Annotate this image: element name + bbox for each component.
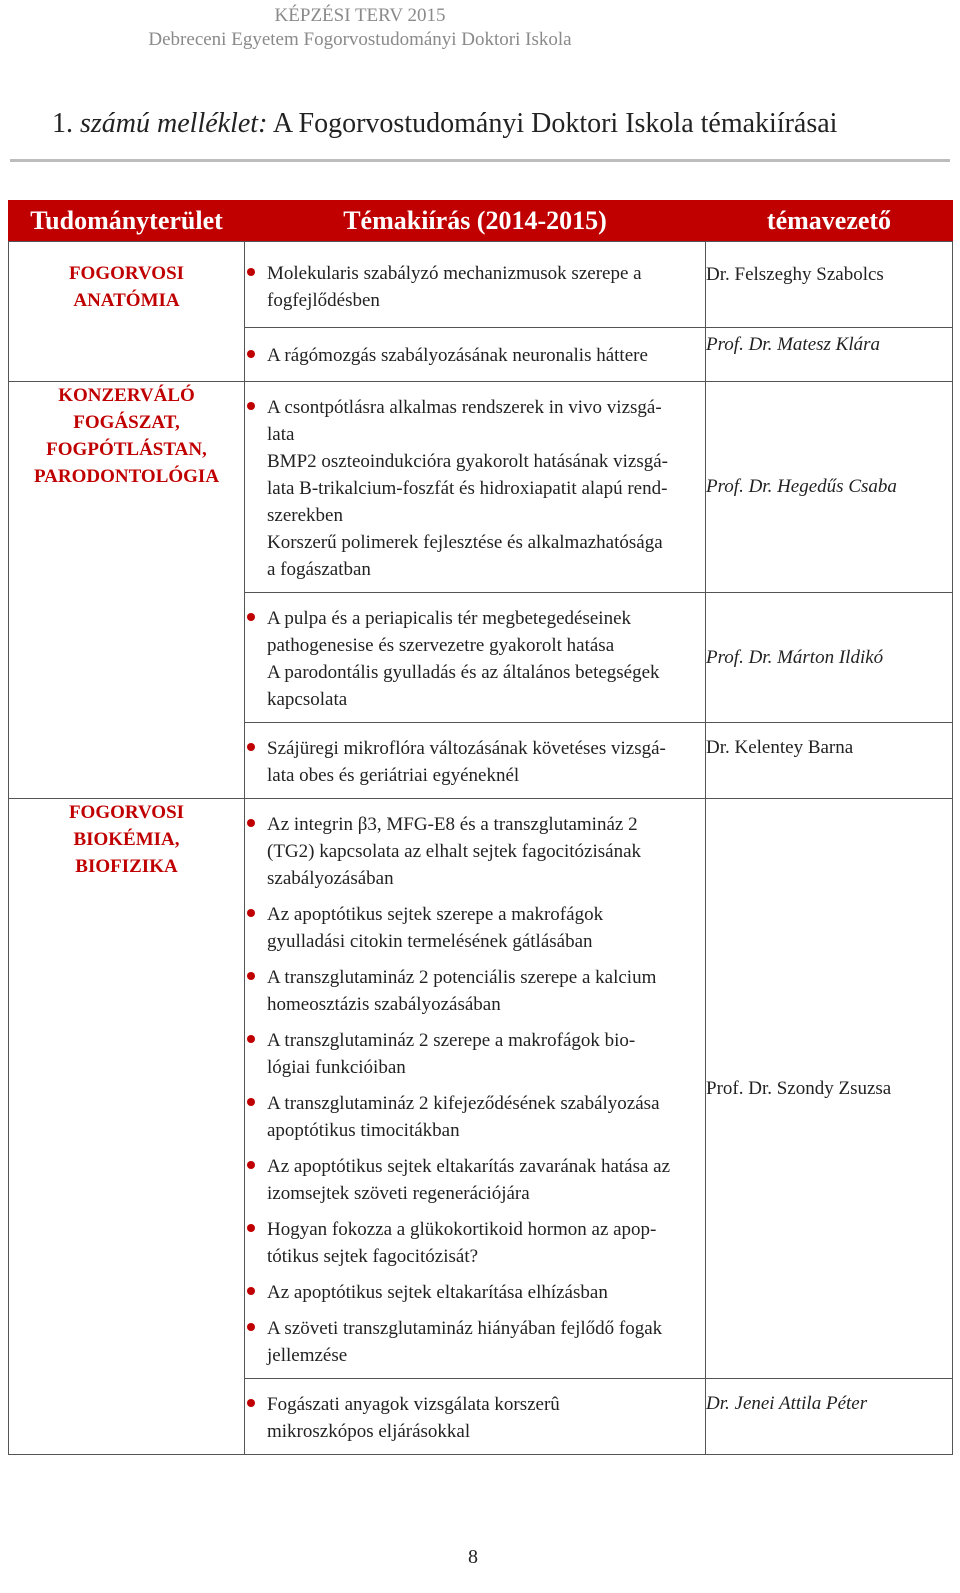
bullet-icon bbox=[247, 819, 255, 827]
topic-line: pathogenesise és szervezetre gyakorolt hatása bbox=[267, 635, 615, 656]
topic-item bbox=[245, 1153, 705, 1207]
topic-line: lógiai funkcióiban bbox=[267, 1057, 406, 1078]
topic-line: A transzglutamináz 2 potenciális szerepe a kalcium bbox=[267, 967, 657, 988]
field-line: FOGPÓTLÁSTAN, bbox=[46, 439, 207, 460]
topic-item bbox=[245, 342, 705, 369]
bullet-icon bbox=[247, 1161, 255, 1169]
topic-line: A szöveti transzglutamináz hiányában fejlődő fogak bbox=[267, 1318, 663, 1339]
topic-list bbox=[245, 735, 705, 789]
topic-list bbox=[245, 1391, 705, 1445]
field-biokemia bbox=[9, 799, 245, 1455]
supervisor-name: Prof. Dr. Szondy Zsuzsa bbox=[706, 1077, 892, 1099]
field-line: FOGORVOSI bbox=[68, 802, 185, 823]
title-rest: A Fogorvostudományi Doktori Iskola témakiírásai bbox=[272, 108, 838, 139]
page-number: 8 bbox=[468, 1546, 478, 1568]
topic-line: A transzglutamináz 2 szerepe a makrofágok bio- bbox=[267, 1030, 636, 1051]
field-line: ANATÓMIA bbox=[73, 290, 180, 311]
bullet-icon bbox=[247, 1323, 255, 1331]
topic-line: Fogászati anyagok vizsgálata korszerû bbox=[267, 1394, 560, 1415]
bullet-icon bbox=[247, 972, 255, 980]
topic-line: mikroszkópos eljárásokkal bbox=[267, 1421, 471, 1442]
bullet-icon bbox=[247, 268, 255, 276]
field-konzervalo bbox=[9, 382, 245, 799]
topic-line: gyulladási citokin termelésének gátlásában bbox=[267, 931, 593, 952]
topic-line: lata B-trikalcium-foszfát és hidroxiapatit alapú rend- bbox=[267, 478, 668, 499]
topic-item bbox=[245, 1315, 705, 1369]
topic-item bbox=[245, 1090, 705, 1144]
supervisor-name: Prof. Dr. Hegedűs Csaba bbox=[706, 476, 897, 497]
supervisor-cell bbox=[706, 242, 953, 328]
topic-item bbox=[245, 811, 705, 892]
supervisor-name: Dr. Jenei Attila Péter bbox=[706, 1393, 868, 1414]
topic-list bbox=[245, 605, 705, 713]
header-supervisor: témavezető bbox=[706, 201, 953, 242]
topic-line: Korszerű polimerek fejlesztése és alkalmazhatósága bbox=[267, 532, 663, 553]
topic-cell bbox=[245, 799, 706, 1379]
supervisor-cell bbox=[706, 593, 953, 723]
title-italic: számú melléklet: bbox=[80, 108, 268, 139]
topic-item bbox=[245, 1279, 705, 1306]
bullet-icon bbox=[247, 1287, 255, 1295]
topic-line: Az integrin β3, MFG-E8 és a transzglutamináz 2 bbox=[267, 814, 638, 835]
topic-line: lata obes és geriátriai egyéneknél bbox=[267, 765, 520, 786]
topic-cell bbox=[245, 328, 706, 382]
supervisor-cell bbox=[706, 382, 953, 593]
supervisor-cell bbox=[706, 723, 953, 799]
supervisor-name: Dr. Kelentey Barna bbox=[706, 737, 854, 758]
topic-line: fogfejlődésben bbox=[267, 290, 380, 311]
bullet-icon bbox=[247, 1224, 255, 1232]
bullet-icon bbox=[247, 402, 255, 410]
topic-line: kapcsolata bbox=[267, 689, 348, 710]
topic-line: A parodontális gyulladás és az általános betegségek bbox=[267, 662, 660, 683]
header-line-2: Debreceni Egyetem Fogorvostudományi Doktori Iskola bbox=[148, 29, 572, 50]
topic-item bbox=[245, 394, 705, 583]
topic-line: (TG2) kapcsolata az elhalt sejtek fagocitózisának bbox=[267, 841, 642, 862]
topic-line: Az apoptótikus sejtek szerepe a makrofágok bbox=[267, 904, 604, 925]
bullet-icon bbox=[247, 613, 255, 621]
topic-cell bbox=[245, 242, 706, 328]
topic-cell bbox=[245, 382, 706, 593]
topic-line: A transzglutamináz 2 kifejeződésének szabályozása bbox=[267, 1093, 660, 1114]
topics-table bbox=[8, 200, 953, 1455]
topic-line: A rágómozgás szabályozásának neuronalis háttere bbox=[267, 345, 648, 366]
topic-line: A pulpa és a periapicalis tér megbetegedéseinek bbox=[267, 608, 632, 629]
topic-line: szabályozásában bbox=[267, 868, 394, 889]
title-number: 1. bbox=[52, 108, 73, 139]
topic-item bbox=[245, 1027, 705, 1081]
bullet-icon bbox=[247, 1035, 255, 1043]
topic-line: Szájüregi mikroflóra változásának követéses vizsgá- bbox=[267, 738, 666, 759]
topic-list bbox=[245, 394, 705, 583]
topic-cell bbox=[245, 593, 706, 723]
topic-item bbox=[245, 1391, 705, 1445]
topic-line: lata bbox=[267, 424, 295, 445]
bullet-icon bbox=[247, 1098, 255, 1106]
table-row bbox=[9, 242, 953, 328]
topic-list bbox=[245, 811, 705, 1369]
table-row bbox=[9, 382, 953, 593]
supervisor-name: Dr. Felszeghy Szabolcs bbox=[706, 264, 884, 285]
bullet-icon bbox=[247, 743, 255, 751]
running-header bbox=[0, 4, 720, 52]
topic-line: tótikus sejtek fagocitózisát? bbox=[267, 1246, 479, 1267]
topic-cell bbox=[245, 1379, 706, 1455]
topic-line: Az apoptótikus sejtek eltakarítása elhízásban bbox=[267, 1282, 608, 1303]
header-line-1: KÉPZÉSI TERV 2015 bbox=[274, 5, 446, 26]
supervisor-cell bbox=[706, 1379, 953, 1455]
table-row bbox=[9, 799, 953, 1379]
supervisor-cell bbox=[706, 328, 953, 382]
topic-line: Hogyan fokozza a glükokortikoid hormon az apop- bbox=[267, 1219, 657, 1240]
page-title bbox=[52, 108, 837, 140]
field-line: FOGÁSZAT, bbox=[73, 412, 180, 433]
topic-line: a fogászatban bbox=[267, 559, 371, 580]
topic-list bbox=[245, 260, 705, 314]
topic-line: jellemzése bbox=[267, 1345, 348, 1366]
topic-item bbox=[245, 605, 705, 713]
field-line: BIOFIZIKA bbox=[75, 856, 178, 877]
field-line: BIOKÉMIA, bbox=[73, 829, 180, 850]
topic-line: A csontpótlásra alkalmas rendszerek in vivo vizsgá- bbox=[267, 397, 662, 418]
header-field: Tudományterület bbox=[9, 201, 245, 242]
topic-line: BMP2 oszteoindukcióra gyakorolt hatásának vizsgá- bbox=[267, 451, 669, 472]
topic-item bbox=[245, 901, 705, 955]
table-header-row bbox=[9, 201, 953, 242]
bullet-icon bbox=[247, 909, 255, 917]
field-line: PARODONTOLÓGIA bbox=[33, 466, 220, 487]
bullet-icon bbox=[247, 1399, 255, 1407]
topic-item bbox=[245, 1216, 705, 1270]
topic-line: Molekularis szabályzó mechanizmusok szerepe a bbox=[267, 263, 642, 284]
field-anatomia bbox=[9, 242, 245, 382]
bullet-icon bbox=[247, 350, 255, 358]
supervisor-name: Prof. Dr. Márton Ildikó bbox=[706, 646, 884, 668]
topic-line: apoptótikus timocitákban bbox=[267, 1120, 460, 1141]
topic-cell bbox=[245, 723, 706, 799]
header-topic: Témakiírás (2014-2015) bbox=[245, 201, 706, 242]
field-line: KONZERVÁLÓ bbox=[58, 385, 195, 406]
supervisor-name: Prof. Dr. Matesz Klára bbox=[706, 334, 881, 355]
topic-line: szerekben bbox=[267, 505, 343, 526]
supervisor-cell bbox=[706, 799, 953, 1379]
title-divider bbox=[10, 159, 950, 162]
topic-line: Az apoptótikus sejtek eltakarítás zavarának hatása az bbox=[267, 1156, 671, 1177]
topic-item bbox=[245, 260, 705, 314]
topic-line: homeosztázis szabályozásában bbox=[267, 994, 501, 1015]
topic-item bbox=[245, 964, 705, 1018]
topic-item bbox=[245, 735, 705, 789]
topic-list bbox=[245, 342, 705, 369]
topic-line: izomsejtek szöveti regenerációjára bbox=[267, 1183, 530, 1204]
field-line: FOGORVOSI bbox=[68, 263, 185, 284]
